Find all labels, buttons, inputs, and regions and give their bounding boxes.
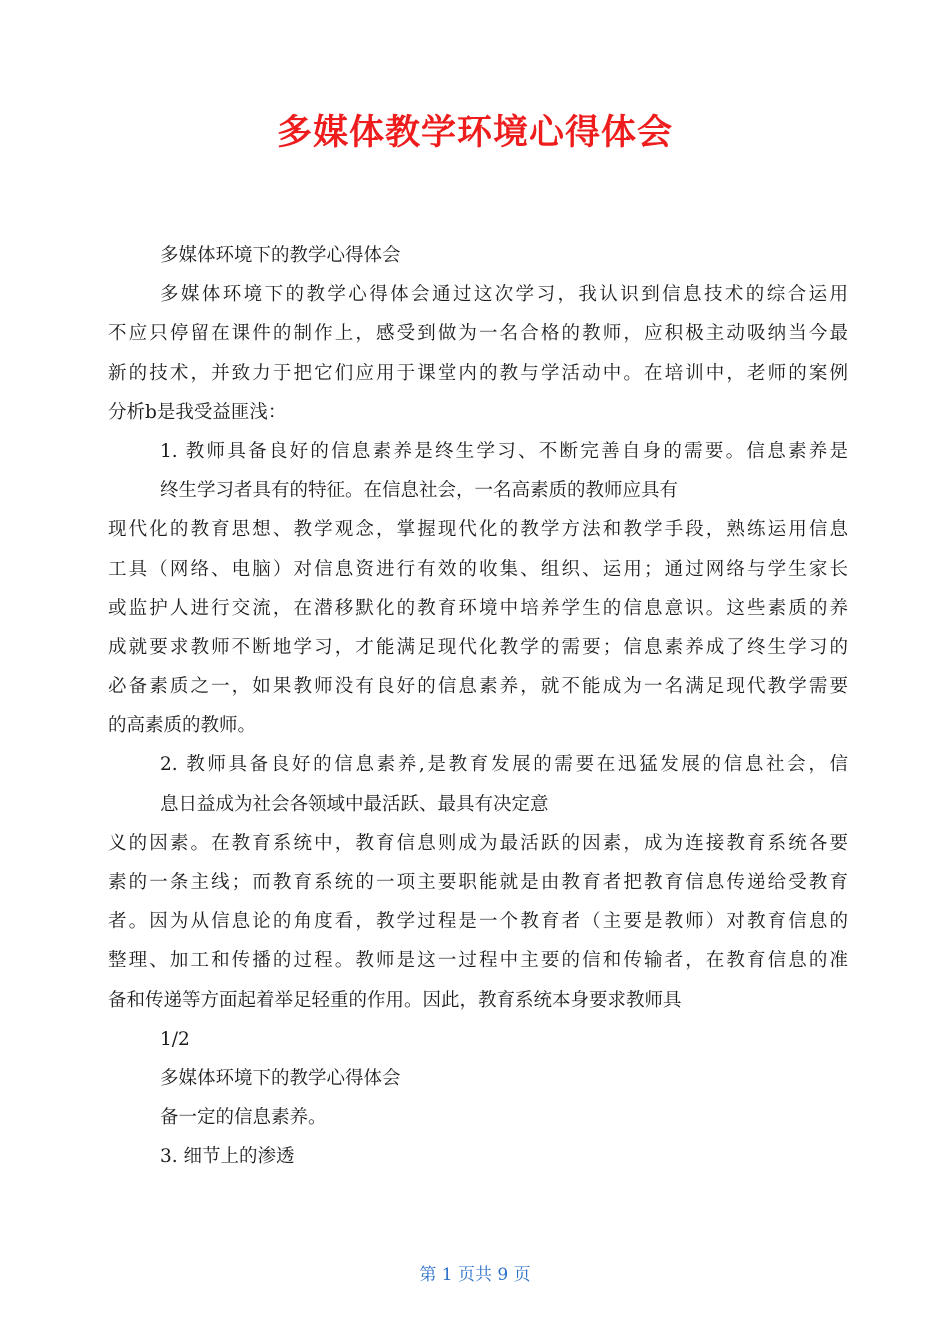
paragraph-line: 成就要求教师不断地学习，才能满足现代化教学的需要；信息素养成了终生学习的 bbox=[108, 636, 848, 658]
subtitle-line: 多媒体环境下的教学心得体会 bbox=[160, 245, 401, 266]
paragraph-line: 素的一条主线；而教育系统的一项主要职能就是由教育者把教育信息传递给受教育 bbox=[108, 872, 848, 893]
paragraph-line: 或监护人进行交流，在潜移默化的教育环境中培养学生的信息意识。这些素质的养 bbox=[108, 597, 848, 619]
paragraph-line: 整理、加工和传播的过程。教师是这一过程中主要的信和传输者，在教育信息的准 bbox=[108, 950, 848, 972]
inner-page-number: 1/2 bbox=[160, 1028, 190, 1050]
list-item-2-line: 2. 教师具备良好的信息素养,是教育发展的需要在迅猛发展的信息社会，信 bbox=[160, 754, 848, 776]
list-item-2-line: 息日益成为社会各领域中最活跃、最具有决定意 bbox=[160, 793, 549, 815]
paragraph-line: 备一定的信息素养。 bbox=[160, 1107, 327, 1129]
paragraph-line: 必备素质之一，如果教师没有良好的信息素养，就不能成为一名满足现代教学需要 bbox=[108, 676, 848, 698]
paragraph-line: 备和传递等方面起着举足轻重的作用。因此，教育系统本身要求教师具 bbox=[108, 989, 682, 1011]
paragraph-line: 不应只停留在课件的制作上，感受到做为一名合格的教师，应积极主动吸纳当今最 bbox=[108, 323, 848, 345]
page-footer: 第 1 页共 9 页 bbox=[419, 1265, 531, 1285]
document-body bbox=[108, 236, 848, 1177]
list-item-1-line: 1. 教师具备良好的信息素养是终生学习、不断完善自身的需要。信息素养是 bbox=[160, 440, 848, 462]
paragraph-line: 现代化的教育思想、教学观念，掌握现代化的教学方法和教学手段，熟练运用信息 bbox=[108, 519, 848, 541]
list-item-1-line: 终生学习者具有的特征。在信息社会，一名高素质的教师应具有 bbox=[160, 480, 679, 502]
document-title: 多媒体教学环境心得体会 bbox=[276, 113, 673, 153]
paragraph-line: 者。因为从信息论的角度看，教学过程是一个教育者（主要是教师）对教育信息的 bbox=[108, 911, 848, 933]
paragraph-line: 的高素质的教师。 bbox=[108, 715, 257, 737]
paragraph-line: 多媒体环境下的教学心得体会通过这次学习，我认识到信息技术的综合运用 bbox=[160, 284, 848, 306]
paragraph-line: 工具（网络、电脑）对信息资进行有效的收集、组织、运用；通过网络与学生家长 bbox=[108, 558, 848, 580]
paragraph-line: 新的技术，并致力于把它们应用于课堂内的教与学活动中。在培训中，老师的案例 bbox=[108, 362, 848, 384]
list-item-3-line: 3. 细节上的渗透 bbox=[160, 1146, 295, 1168]
paragraph-line: 义的因素。在教育系统中，教育信息则成为最活跃的因素，成为连接教育系统各要 bbox=[108, 832, 848, 854]
paragraph-line: 分析b是我受益匪浅： bbox=[108, 401, 287, 423]
running-header: 多媒体环境下的教学心得体会 bbox=[160, 1067, 401, 1089]
